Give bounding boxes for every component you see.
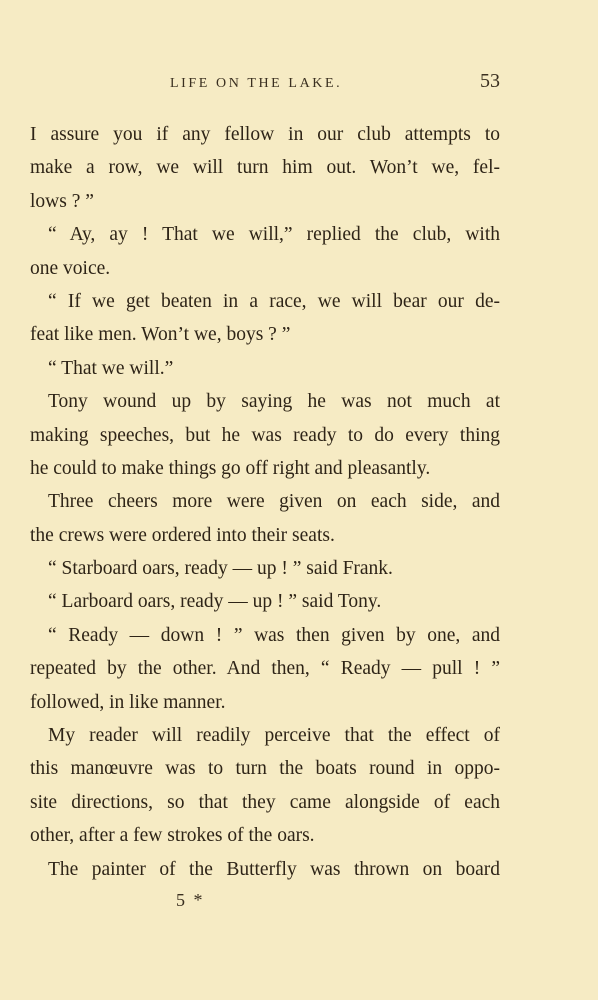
- text-line: “ Ay, ay ! That we will,” replied the club, with: [48, 224, 500, 246]
- text-line: Three cheers more were given on each side, and: [48, 491, 500, 513]
- text-line: repeated by the other. And then, “ Ready — pull ! ”: [30, 658, 500, 680]
- text-line: “ Larboard oars, ready — up ! ” said Tony.: [48, 591, 382, 613]
- text-line: making speeches, but he was ready to do every thing: [30, 424, 500, 446]
- running-head: [30, 70, 500, 96]
- running-title: LIFE ON THE LAKE.: [170, 76, 343, 91]
- signature-mark: 5 *: [176, 890, 205, 910]
- body-text: [30, 118, 500, 886]
- text-line: this manœuvre was to turn the boats round in oppo-: [30, 758, 500, 780]
- text-line: “ Ready — down ! ” was then given by one, and: [48, 624, 500, 646]
- text-line: followed, in like manner.: [30, 691, 226, 713]
- text-line: feat like men. Won’t we, boys ? ”: [30, 324, 291, 346]
- text-line: he could to make things go off right and pleasantly.: [30, 457, 431, 479]
- text-line: make a row, we will turn him out. Won’t we, fel-: [30, 157, 500, 179]
- text-line: site directions, so that they came alongside of each: [30, 791, 500, 813]
- text-line: “ If we get beaten in a race, we will bear our de-: [48, 290, 500, 312]
- page-number: 53: [480, 70, 500, 92]
- text-line: “ That we will.”: [48, 357, 174, 379]
- text-line: “ Starboard oars, ready — up ! ” said Frank.: [48, 558, 393, 580]
- text-line: one voice.: [30, 257, 111, 279]
- text-line: Tony wound up by saying he was not much at: [48, 391, 500, 413]
- text-line: lows ? ”: [30, 190, 94, 212]
- text-line: The painter of the Butterfly was thrown on board: [48, 858, 500, 880]
- text-line: other, after a few strokes of the oars.: [30, 825, 315, 847]
- text-line: My reader will readily perceive that the effect of: [48, 725, 500, 747]
- text-line: I assure you if any fellow in our club attempts to: [30, 124, 500, 145]
- text-line: the crews were ordered into their seats.: [30, 524, 335, 546]
